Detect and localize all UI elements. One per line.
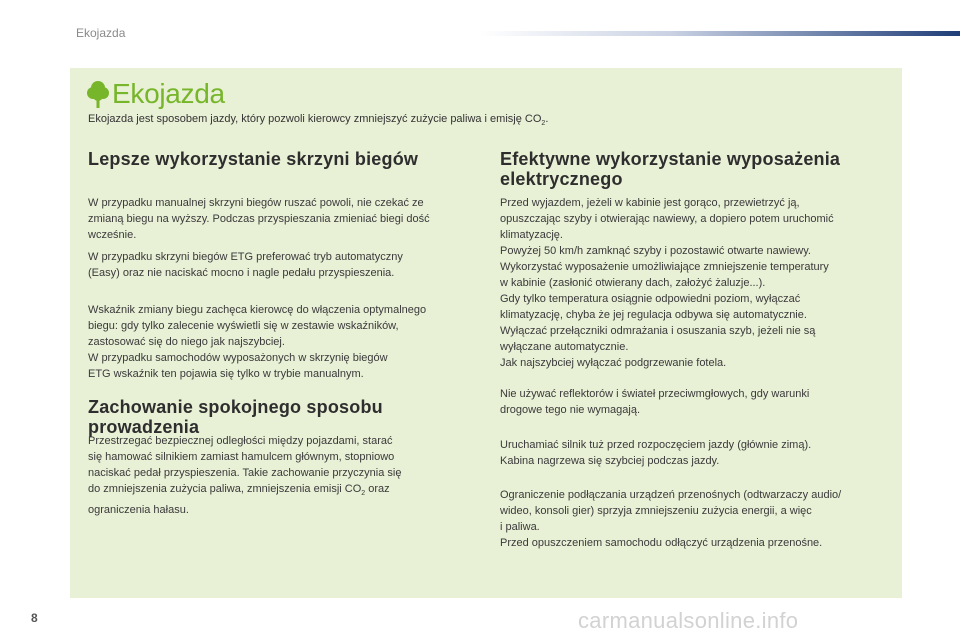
header-section-label: Ekojazda (76, 26, 126, 40)
section-title-gearbox: Lepsze wykorzystanie skrzyni biegów (88, 149, 419, 169)
tree-icon (87, 80, 109, 108)
page-number: 8 (31, 611, 38, 625)
paragraph-air-conditioning: Przed wyjazdem, jeżeli w kabinie jest gorąco, przewietrzyć ją, opuszczając szyby i otwierając nawiewy, a dopiero potem uruchomić klimatyzację. Powyżej 50 km/h zamknąć szyby i pozostawić otwarte nawiewy. Wykorzystać wyposażenie umożliwiające zmniejszenie temperatury w kabinie (zasłonić otwierany dach, założyć żaluzje...). Gdy tylko temperatura osiągnie odpowiedni poziom, wyłączać klimatyzację, chyba że jej regulacja odbywa się automatycznie. Wyłączać przełączniki odmrażania i osuszania szyb, jeżeli nie są wyłączane automatycznie. Jak najszybciej wyłączać podgrzewanie fotela. (500, 197, 834, 369)
paragraph-manual-gearbox: W przypadku manualnej skrzyni biegów ruszać powoli, nie czekać ze zmianą biegu na wyższy. Podczas przyspieszania zmieniać biegi dość wcześnie. (88, 197, 430, 241)
paragraph-safe-distance: Przestrzegać bezpiecznej odległości między pojazdami, starać się hamować silnikiem zamiast hamulcem głównym, stopniowo naciskać pedał przyspieszenia. Takie zachowanie przyczynia się do zmniejszenia zużycia paliwa, zmniejszenia emisji $CO_2$ oraz ograniczenia hałasu. (88, 435, 402, 517)
paragraph-etg-gearbox: W przypadku skrzyni biegów ETG preferować tryb automatyczny (Easy) oraz nie naciskać mocno i nagle pedału przyspieszenia. (88, 251, 403, 279)
header-bar (480, 31, 960, 36)
paragraph-headlights: Nie używać reflektorów i świateł przeciwmgłowych, gdy warunki drogowe tego nie wymagają. (500, 388, 810, 416)
section-title-calm-driving: Zachowanie spokojnego sposobu prowadzenia (88, 397, 383, 437)
page-title: Ekojazda (112, 78, 225, 109)
paragraph-portable-devices: Ograniczenie podłączania urządzeń przenośnych (odtwarzaczy audio/ wideo, konsoli gier) sprzyja zmniejszeniu zużycia energii, a więc i paliwa. Przed opuszczeniem samochodu odłączyć urządzenia przenośne. (500, 489, 842, 549)
title-row (87, 78, 225, 110)
content-panel (70, 68, 902, 598)
watermark: carmanualsonline.info (578, 608, 799, 633)
section-title-electrical-equipment: Efektywne wykorzystanie wyposażenia elektrycznego (500, 149, 841, 189)
paragraph-gear-indicator: Wskaźnik zmiany biegu zachęca kierowcę do włączenia optymalnego biegu: gdy tylko zalecenie wyświetli się w zestawie wskaźników, zastosować się do niego jak najszybciej. W przypadku samochodów wyposażonych w skrzynię biegów ETG wskaźnik ten pojawia się tylko w trybie manualnym. (88, 304, 427, 380)
intro-text: Ekojazda jest sposobem jazdy, który pozwoli kierowcy zmniejszyć zużycie paliwa i emisję $CO_2$. (88, 113, 549, 128)
paragraph-engine-start: Uruchamiać silnik tuż przed rozpoczęciem jazdy (głównie zimą). Kabina nagrzewa się szybciej podczas jazdy. (500, 439, 812, 467)
